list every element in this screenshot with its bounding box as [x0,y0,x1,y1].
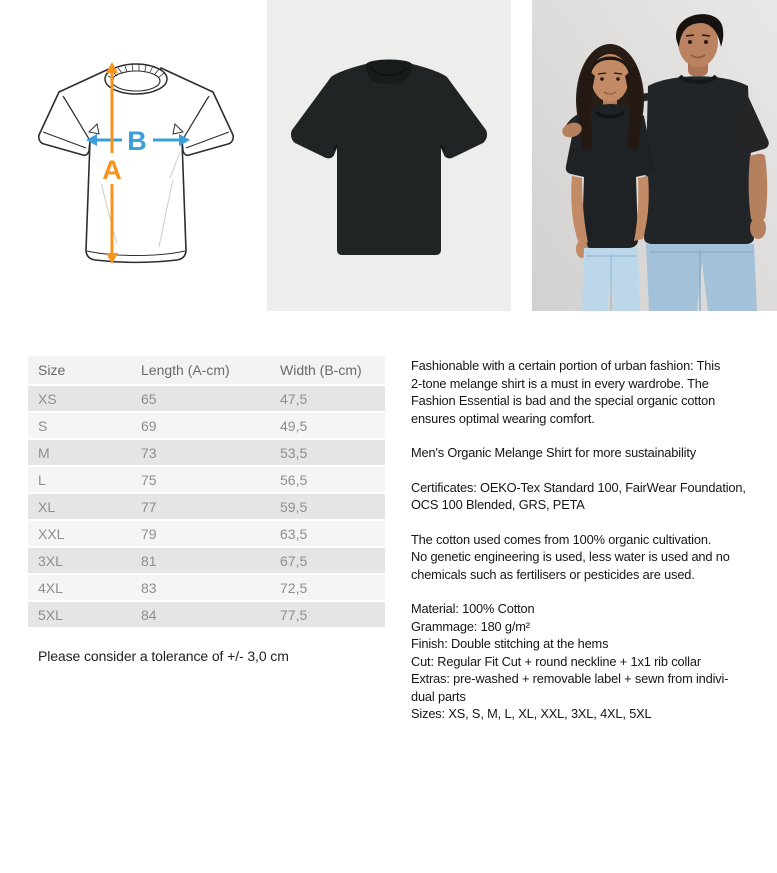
table-row [28,385,385,412]
width-cell: 72,5 [270,574,385,601]
length-cell: 73 [131,439,270,466]
width-cell: 56,5 [270,466,385,493]
tee-measurement-diagram-icon [2,0,260,311]
table-row [28,466,385,493]
width-cell: 67,5 [270,547,385,574]
table-header-row [28,356,385,385]
description-line: Men's Organic Melange Shirt for more sustainability [411,445,696,460]
header-width: Width (B-cm) [270,356,385,385]
models-photo [532,0,777,311]
width-cell: 63,5 [270,520,385,547]
tee-outline [39,68,234,262]
length-cell: 75 [131,466,270,493]
description-line: dual parts [411,688,466,704]
description-paragraph [411,600,773,723]
tolerance-note: Please consider a tolerance of +/- 3,0 cm [38,648,289,664]
description-line: chemicals such as fertilisers or pesticides are used. [411,566,695,582]
table-row [28,412,385,439]
size-cell: M [28,439,131,466]
measurement-diagram-image [2,0,260,311]
width-cell: 49,5 [270,412,385,439]
size-cell: XXL [28,520,131,547]
length-cell: 65 [131,385,270,412]
length-cell: 83 [131,574,270,601]
description-paragraph [411,479,773,514]
description-line: 2-tone melange shirt is a must in every wardrobe. The [411,375,709,391]
description-line: Fashionable with a certain portion of urban fashion: This [411,358,721,373]
description-line: Sizes: XS, S, M, L, XL, XXL, 3XL, 4XL, 5XL [411,706,652,721]
label-a: A [102,155,122,185]
description-paragraph [411,531,773,584]
size-cell: 3XL [28,547,131,574]
description-line: Fashion Essential is bad and the special organic cotton [411,393,716,408]
table-row [28,601,385,628]
collar-inner [112,71,160,91]
size-cell: 5XL [28,601,131,628]
length-cell: 84 [131,601,270,628]
header-length: Length (A-cm) [131,356,270,385]
size-cell: S [28,412,131,439]
table-row [28,520,385,547]
description-paragraph [411,357,773,427]
description-line: OCS 100 Blended, GRS, PETA [411,497,585,512]
description-line: Certificates: OEKO-Tex Standard 100, FairWear Foundation, [411,479,746,495]
size-cell: XS [28,385,131,412]
description-line: The cotton used comes from 100% organic cultivation. [411,531,712,547]
width-cell: 47,5 [270,385,385,412]
description-paragraph [411,444,773,462]
table-row [28,574,385,601]
table-row [28,547,385,574]
width-cell: 59,5 [270,493,385,520]
label-b: B [127,126,147,156]
table-row [28,439,385,466]
product-photo [267,0,511,311]
header-size: Size [28,356,131,385]
width-cell: 77,5 [270,601,385,628]
description-line: Grammage: 180 g/m² [411,618,530,634]
length-cell: 69 [131,412,270,439]
size-cell: L [28,466,131,493]
description-line: No genetic engineering is used, less water is used and no [411,549,730,564]
models-wearing-tees-icon [532,0,777,311]
description-line: Finish: Double stitching at the hems [411,636,609,651]
length-cell: 79 [131,520,270,547]
description-line: ensures optimal wearing comfort. [411,410,595,426]
description-line: Cut: Regular Fit Cut + round neckline + 1x1 rib collar [411,653,701,669]
black-tee-flatlay-icon [267,0,511,311]
description-line: Material: 100% Cotton [411,601,535,616]
width-cell: 53,5 [270,439,385,466]
product-description-text [411,357,773,740]
length-cell: 77 [131,493,270,520]
length-cell: 81 [131,547,270,574]
size-table [28,356,385,629]
size-cell: 4XL [28,574,131,601]
table-row [28,493,385,520]
description-line: Extras: pre-washed + removable label + sewn from indivi- [411,671,729,686]
size-cell: XL [28,493,131,520]
